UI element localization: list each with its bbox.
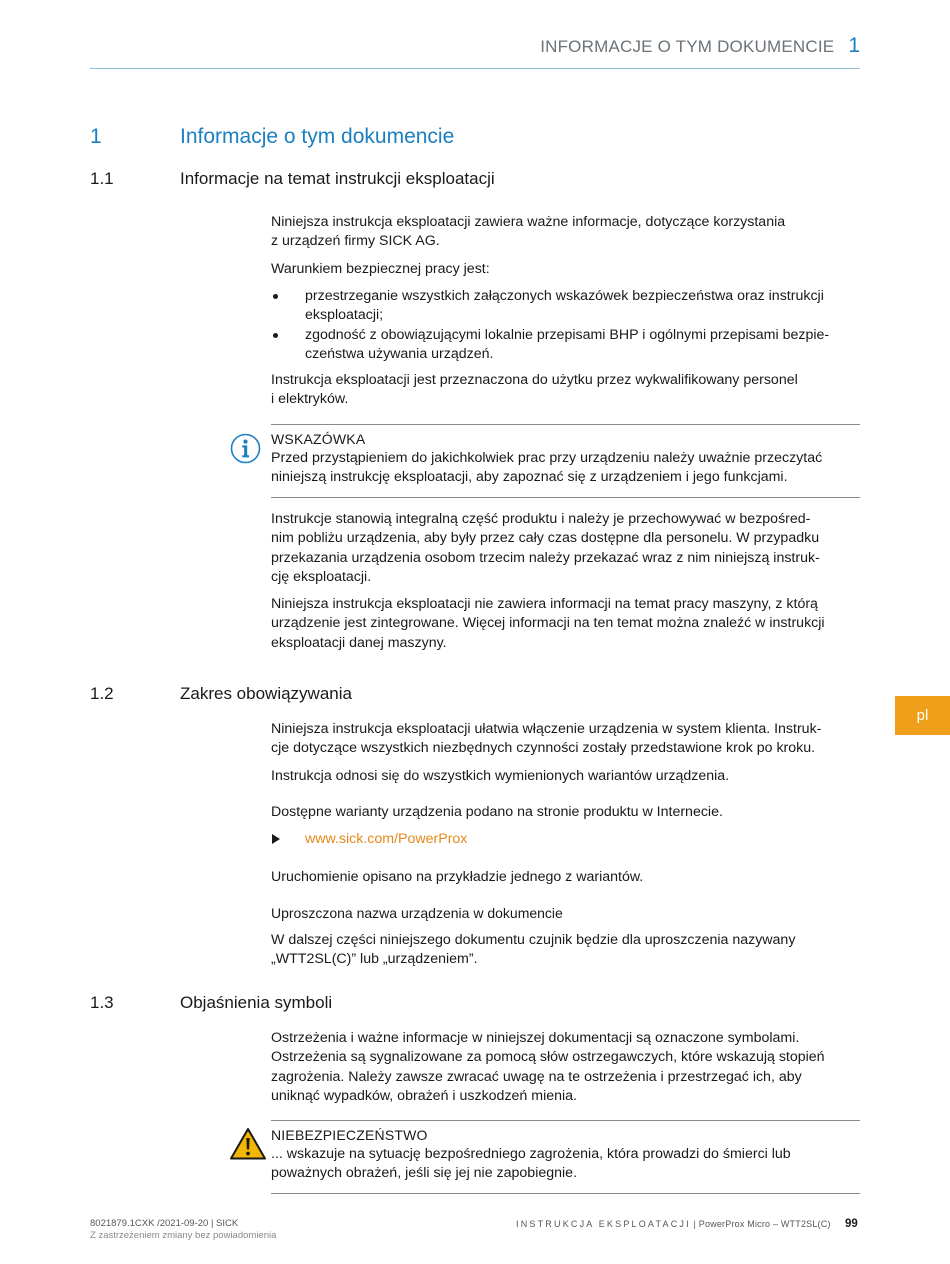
text-line: ... wskazuje na sytuację bezpośredniego zagrożenia, która prowadzi do śmierci lub — [271, 1146, 791, 1162]
paragraph — [271, 868, 861, 887]
section-heading-1-2 — [90, 684, 352, 704]
section-number: 1.3 — [90, 993, 114, 1012]
danger-bottom-rule — [271, 1193, 860, 1194]
text-line: urządzenie jest zintegrowane. Więcej informacji na ten temat można znaleźć w instrukcji — [271, 615, 825, 632]
paragraph — [271, 720, 861, 759]
chapter-heading — [90, 125, 454, 149]
bullet-list — [271, 287, 861, 364]
chapter-title: Informacje o tym dokumencie — [180, 125, 455, 148]
note-text — [271, 449, 861, 488]
paragraph — [271, 510, 861, 587]
section-title: Zakres obowiązywania — [180, 684, 352, 703]
bullet-icon — [273, 294, 278, 299]
text-line: Instrukcje stanowią integralną część produktu i należy je przechowywać w bezpośred- — [271, 511, 811, 527]
text-line: Uruchomienie opisano na przykładzie jednego z wariantów. — [271, 869, 644, 885]
list-item — [271, 326, 861, 365]
text-line: Niniejsza instrukcja eksploatacji zawiera ważne informacje, dotyczące korzystania — [271, 214, 786, 230]
text-line: czeństwa używania urządzeń. — [305, 345, 494, 362]
running-header-title: INFORMACJE O TYM DOKUMENCIE — [540, 37, 835, 56]
paragraph — [271, 1029, 861, 1106]
text-line: nim pobliżu urządzenia, aby były przez cały czas dostępne dla personelu. W przypadku — [271, 530, 820, 547]
paragraph — [271, 595, 861, 653]
text-line: cje dotyczące wszystkich niezbędnych czynności zostały przedstawione krok po kroku. — [271, 740, 816, 757]
text-line: eksploatacji; — [305, 307, 384, 324]
text-line: niniejszą instrukcję eksploatacji, aby zapoznać się z urządzeniem i jego funkcjami. — [271, 469, 788, 486]
header-rule — [90, 68, 860, 69]
text-line: poważnych obrażeń, jeśli się jej nie zapobiegnie. — [271, 1165, 578, 1182]
page-number: 99 — [845, 1218, 858, 1230]
text-line: z urządzeń firmy SICK AG. — [271, 233, 440, 250]
running-header — [540, 34, 860, 58]
footer-disclaimer: Z zastrzeżeniem zmiany bez powiadomienia — [90, 1230, 277, 1241]
text-line: przekazania urządzenia osobom trzecim należy przekazać wraz z nim niniejszą instruk- — [271, 549, 820, 566]
text-line: W dalszej części niniejszego dokumentu czujnik będzie dla uproszczenia nazywany — [271, 932, 796, 948]
text-line: Dostępne warianty urządzenia podano na stronie produktu w Internecie. — [271, 804, 723, 820]
chapter-number: 1 — [90, 125, 102, 148]
text-line: zagrożenia. Należy zawsze zwracać uwagę na te ostrzeżenia i przestrzegać ich, aby — [271, 1068, 802, 1085]
text-line: Warunkiem bezpiecznej pracy jest: — [271, 261, 490, 277]
warning-triangle-icon — [229, 1127, 267, 1161]
note-bottom-rule — [271, 497, 860, 498]
text-line: „WTT2SL(C)” lub „urządzeniem”. — [271, 951, 478, 968]
bullet-icon — [273, 333, 278, 338]
section-heading-1-1 — [90, 169, 495, 189]
text-line: eksploatacji danej maszyny. — [271, 634, 447, 651]
info-icon — [230, 433, 261, 464]
paragraph — [271, 803, 861, 822]
footer-product: | PowerProx Micro – WTT2SL(C) — [690, 1219, 831, 1229]
list-item — [271, 287, 861, 326]
language-tab: pl — [895, 696, 950, 735]
text-line: Instrukcja odnosi się do wszystkich wymienionych wariantów urządzenia. — [271, 768, 730, 784]
footer-left — [90, 1218, 276, 1242]
section-number: 1.1 — [90, 169, 114, 188]
danger-title: NIEBEZPIECZEŃSTWO — [271, 1127, 428, 1143]
paragraph — [271, 371, 861, 410]
note-top-rule — [271, 424, 860, 425]
footer-doc-id: 8021879.1CXK /2021-09-20 | SICK — [90, 1218, 239, 1229]
triangle-right-icon — [272, 834, 280, 844]
product-link[interactable]: www.sick.com/PowerProx — [305, 831, 468, 847]
text-line: i elektryków. — [271, 391, 349, 408]
text-line: zgodność z obowiązującymi lokalnie przepisami BHP i ogólnymi przepisami bezpie- — [305, 326, 830, 343]
paragraph — [271, 213, 861, 252]
text-line: Niniejsza instrukcja eksploatacji nie zawiera informacji na temat pracy maszyny, z którą — [271, 596, 818, 612]
section-title: Objaśnienia symboli — [180, 993, 333, 1012]
section-title: Informacje na temat instrukcji eksploatacji — [180, 169, 495, 188]
running-header-chapter-number: 1 — [848, 34, 860, 57]
link-row — [271, 831, 467, 847]
text-line: przestrzeganie wszystkich załączonych wskazówek bezpieczeństwa oraz instrukcji — [305, 288, 824, 304]
subheading: Uproszczona nazwa urządzenia w dokumencie — [271, 905, 563, 921]
text-line: Ostrzeżenia i ważne informacje w niniejszej dokumentacji są oznaczone symbolami. — [271, 1030, 800, 1046]
text-line: cję eksploatacji. — [271, 568, 372, 585]
danger-text — [271, 1145, 861, 1184]
paragraph — [271, 260, 861, 279]
text-line: Niniejsza instrukcja eksploatacji ułatwia włączenie urządzenia w system klienta. Instruk- — [271, 721, 822, 737]
paragraph — [271, 767, 861, 786]
text-line: Ostrzeżenia są sygnalizowane za pomocą słów ostrzegawczych, które wskazują stopień — [271, 1049, 825, 1066]
note-title: WSKAZÓWKA — [271, 431, 366, 447]
paragraph — [271, 931, 861, 970]
section-number: 1.2 — [90, 684, 114, 703]
section-heading-1-3 — [90, 993, 332, 1013]
text-line: Instrukcja eksploatacji jest przeznaczona do użytku przez wykwalifikowany personel — [271, 372, 798, 388]
footer-right — [516, 1219, 831, 1229]
danger-top-rule — [271, 1120, 860, 1121]
text-line: Przed przystąpieniem do jakichkolwiek prac przy urządzeniu należy uważnie przeczytać — [271, 450, 823, 466]
text-line: uniknąć wypadków, obrażeń i uszkodzeń mienia. — [271, 1087, 577, 1104]
footer-doc-type: INSTRUKCJA EKSPLOATACJI — [516, 1219, 691, 1229]
